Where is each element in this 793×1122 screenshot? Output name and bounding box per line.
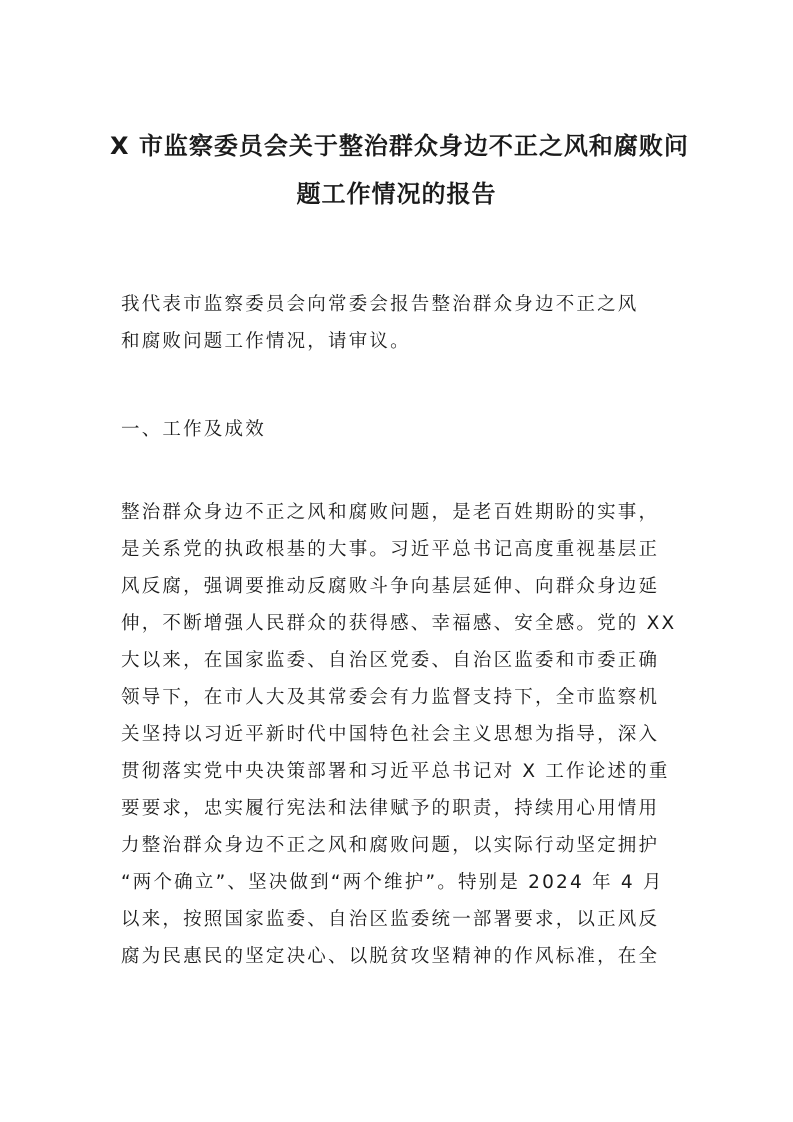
main-line-13: 腐为民惠民的坚定决心、以脱贫攻坚精神的作风标准，在全 xyxy=(121,946,660,967)
section-heading xyxy=(121,411,677,448)
main-line-11: “两个确立”、坚决做到“两个维护”。特别是 2024 年 4 月 xyxy=(121,872,664,893)
intro-paragraph xyxy=(121,286,677,360)
main-line-7: 关坚持以习近平新时代中国特色社会主义思想为指导，深入 xyxy=(121,724,660,745)
intro-line-2: 和腐败问题工作情况，请审议。 xyxy=(121,331,411,352)
main-line-8: 贯彻落实党中央决策部署和习近平总书记对 X 工作论述的重 xyxy=(121,761,670,782)
main-line-9: 要要求，忠实履行宪法和法律赋予的职责，持续用心用情用 xyxy=(121,798,660,819)
document-title xyxy=(110,122,689,218)
main-paragraph xyxy=(121,494,677,975)
main-line-5: 大以来，在国家监委、自治区党委、自治区监委和市委正确 xyxy=(121,650,660,671)
main-line-3: 风反腐，强调要推动反腐败斗争向基层延伸、向群众身边延 xyxy=(121,576,660,597)
title-line-1: X 市监察委员会关于整治群众身边不正之风和腐败问 xyxy=(110,132,689,160)
main-line-1: 整治群众身边不正之风和腐败问题，是老百姓期盼的实事， xyxy=(121,502,660,523)
title-line-2: 题工作情况的报告 xyxy=(296,180,497,208)
main-line-12: 以来，按照国家监委、自治区监委统一部署要求，以正风反 xyxy=(121,909,660,930)
main-line-10: 力整治群众身边不正之风和腐败问题，以实际行动坚定拥护 xyxy=(121,835,660,856)
section-heading-text: 一、工作及成效 xyxy=(121,419,266,440)
intro-line-1: 我代表市监察委员会向常委会报告整治群众身边不正之风 xyxy=(121,294,639,315)
main-line-6: 领导下，在市人大及其常委会有力监督支持下，全市监察机 xyxy=(121,687,660,708)
main-line-2: 是关系党的执政根基的大事。习近平总书记高度重视基层正 xyxy=(121,539,660,560)
main-line-4: 伸，不断增强人民群众的获得感、幸福感、安全感。党的 XX xyxy=(121,613,677,634)
